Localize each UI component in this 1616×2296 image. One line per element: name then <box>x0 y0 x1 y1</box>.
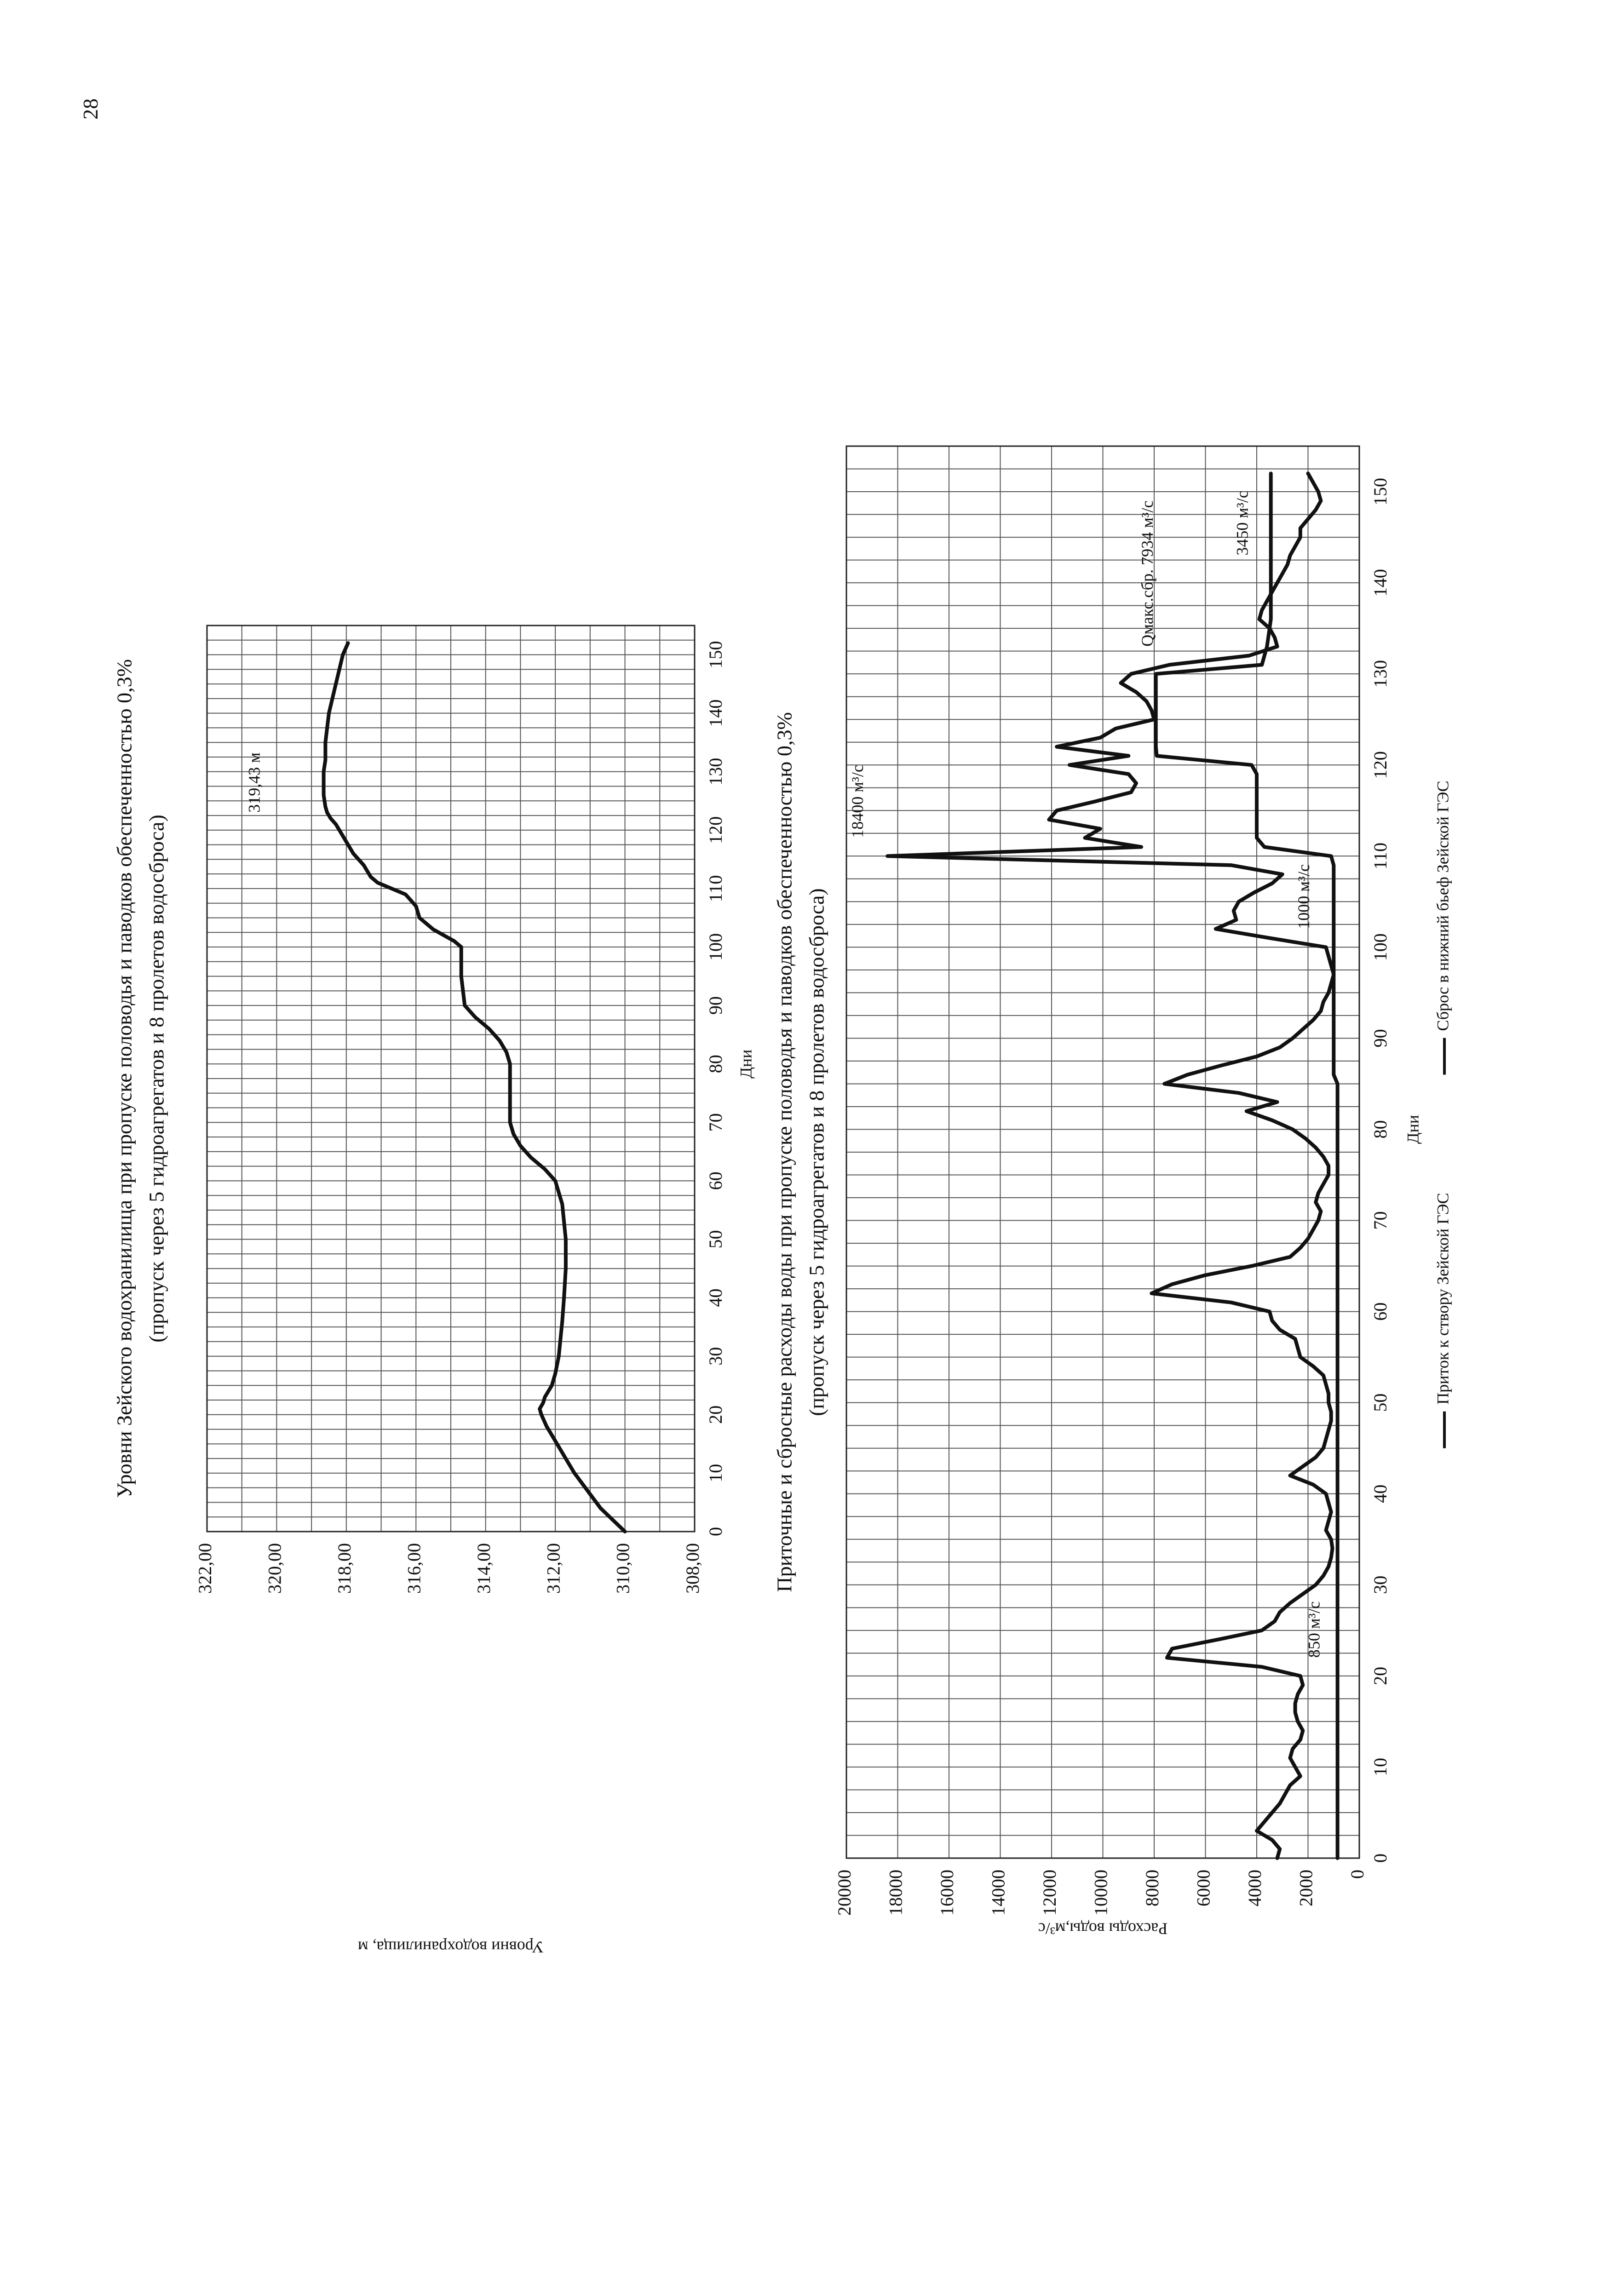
annotation-label: 1000 м³/с <box>1294 864 1313 929</box>
x-axis-label: Дни <box>736 1049 755 1079</box>
x-tick-label: 130 <box>705 758 726 786</box>
series-line-1 <box>324 643 625 1532</box>
chart-title: Уровни Зейского водохранилища при пропуске половодья и паводков обеспеченностью 0,3% <box>112 659 136 1498</box>
y-tick-label: 18000 <box>885 1870 906 1916</box>
x-tick-label: 70 <box>1370 1211 1391 1230</box>
y-tick-label: 314,00 <box>473 1543 494 1594</box>
x-tick-label: 20 <box>705 1405 726 1424</box>
x-tick-label: 150 <box>1370 478 1391 506</box>
y-tick-label: 310,00 <box>612 1543 633 1594</box>
y-tick-label: 20000 <box>834 1870 855 1916</box>
x-tick-label: 20 <box>1370 1666 1391 1685</box>
x-tick-label: 60 <box>705 1171 726 1190</box>
y-axis-label: Расходы воды,м³/с <box>1038 1919 1168 1938</box>
x-tick-label: 60 <box>1370 1302 1391 1321</box>
chart-2 <box>773 446 1452 1938</box>
chart-subtitle: (пропуск через 5 гидроагрегатов и 8 пролетов водосброса) <box>805 888 828 1416</box>
x-axis-label: Дни <box>1403 1114 1422 1144</box>
x-tick-label: 10 <box>705 1464 726 1482</box>
x-tick-label: 150 <box>705 641 726 669</box>
y-tick-label: 4000 <box>1244 1870 1265 1906</box>
x-tick-label: 100 <box>1370 933 1391 961</box>
x-tick-label: 0 <box>705 1527 726 1536</box>
x-tick-label: 40 <box>1370 1484 1391 1503</box>
legend-label: Сброс в нижний бьеф Зейской ГЭС <box>1433 781 1452 1031</box>
annotation-label: 850 м³/с <box>1305 1601 1323 1658</box>
x-tick-label: 90 <box>1370 1029 1391 1048</box>
x-tick-label: 50 <box>1370 1393 1391 1412</box>
y-tick-label: 308,00 <box>682 1543 703 1594</box>
annotation-label: 18400 м³/с <box>848 765 867 838</box>
annotation-label: 319,43 м <box>245 752 264 813</box>
x-tick-label: 70 <box>705 1113 726 1132</box>
chart-1 <box>113 626 755 1957</box>
annotation-label: Qмакс.сбр. 7934 м³/с <box>1138 500 1157 647</box>
x-tick-label: 110 <box>705 875 726 902</box>
x-tick-label: 90 <box>705 996 726 1015</box>
y-axis-label: Уровни водохранилища, м <box>357 1938 544 1957</box>
x-tick-label: 50 <box>705 1230 726 1249</box>
x-tick-label: 120 <box>1370 751 1391 779</box>
x-tick-label: 40 <box>705 1288 726 1307</box>
legend-label: Приток к створу Зейской ГЭС <box>1433 1193 1452 1405</box>
y-tick-label: 318,00 <box>334 1543 355 1594</box>
x-tick-label: 100 <box>705 933 726 961</box>
y-tick-label: 6000 <box>1193 1870 1214 1906</box>
x-tick-label: 80 <box>1370 1120 1391 1139</box>
y-tick-label: 312,00 <box>543 1543 564 1594</box>
y-tick-label: 322,00 <box>195 1543 216 1594</box>
y-tick-label: 12000 <box>1039 1870 1060 1916</box>
page-number: 28 <box>79 98 102 120</box>
y-tick-label: 316,00 <box>403 1543 425 1594</box>
x-tick-label: 140 <box>705 699 726 727</box>
x-tick-label: 0 <box>1370 1854 1391 1863</box>
x-tick-label: 110 <box>1370 843 1391 870</box>
x-tick-label: 120 <box>705 816 726 844</box>
x-tick-label: 130 <box>1370 660 1391 688</box>
annotation-label: 3450 м³/с <box>1233 491 1252 556</box>
y-tick-label: 0 <box>1347 1870 1368 1879</box>
chart-title: Приточные и сбросные расходы воды при пропуске половодья и паводков обеспеченностью 0,3% <box>772 712 796 1592</box>
chart-subtitle: (пропуск через 5 гидроагрегатов и 8 пролетов водосброса) <box>144 815 168 1343</box>
legend-item <box>1433 1193 1452 1448</box>
y-tick-label: 10000 <box>1090 1870 1111 1916</box>
y-tick-label: 320,00 <box>264 1543 285 1594</box>
legend-item <box>1433 781 1452 1075</box>
x-tick-label: 80 <box>705 1055 726 1073</box>
x-tick-label: 30 <box>1370 1575 1391 1594</box>
y-tick-label: 14000 <box>988 1870 1009 1916</box>
series-line-1 <box>887 473 1334 1858</box>
x-tick-label: 140 <box>1370 569 1391 597</box>
x-tick-label: 30 <box>705 1347 726 1366</box>
y-tick-label: 8000 <box>1142 1870 1163 1906</box>
x-tick-label: 10 <box>1370 1757 1391 1776</box>
y-tick-label: 16000 <box>937 1870 958 1916</box>
y-tick-label: 2000 <box>1295 1870 1317 1906</box>
